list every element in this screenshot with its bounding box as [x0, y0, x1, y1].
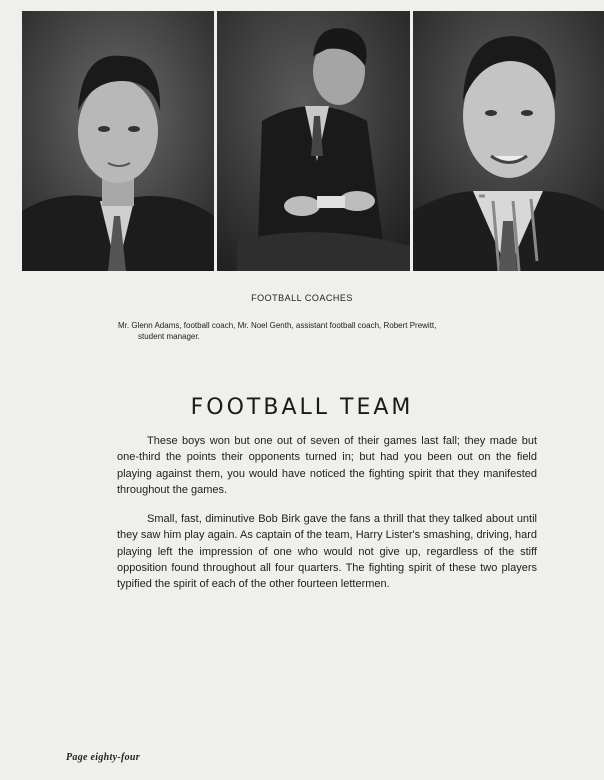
- article-heading: FOOTBALL TEAM: [190, 395, 414, 420]
- portrait-photo-icon: [22, 11, 214, 271]
- page-number-label: Page eighty-four: [66, 752, 140, 763]
- caption-line-1: Mr. Glenn Adams, football coach, Mr. Noel Genth, assistant football coach, Robert Prewitt,: [118, 321, 437, 330]
- coaches-photo-strip: [22, 11, 604, 271]
- caption-title: FOOTBALL COACHES: [251, 293, 353, 303]
- article-paragraph-2: Small, fast, diminutive Bob Birk gave the fans a thrill that they talked about until they saw him play again. As captain of the team, Harry Lister's smashing, driving, hard playing left the impression of one who would not give up, regardless of the stiff opposition found throughout all four quarters. The fighting spirit of these two players typified the spirit of each of the other fourteen lettermen.: [117, 513, 537, 591]
- portrait-photo-icon: [413, 11, 604, 271]
- article-paragraph-1: These boys won but one out of seven of their games last fall; they made but one-third the points their opponents turned in; but had you been out on the field playing against them, you would have noticed the fighting spirit that they manifested throughout the games.: [117, 435, 537, 496]
- caption-line-2: student manager.: [138, 332, 200, 341]
- caption-text: [118, 320, 558, 342]
- portrait-photo-icon: [217, 11, 410, 271]
